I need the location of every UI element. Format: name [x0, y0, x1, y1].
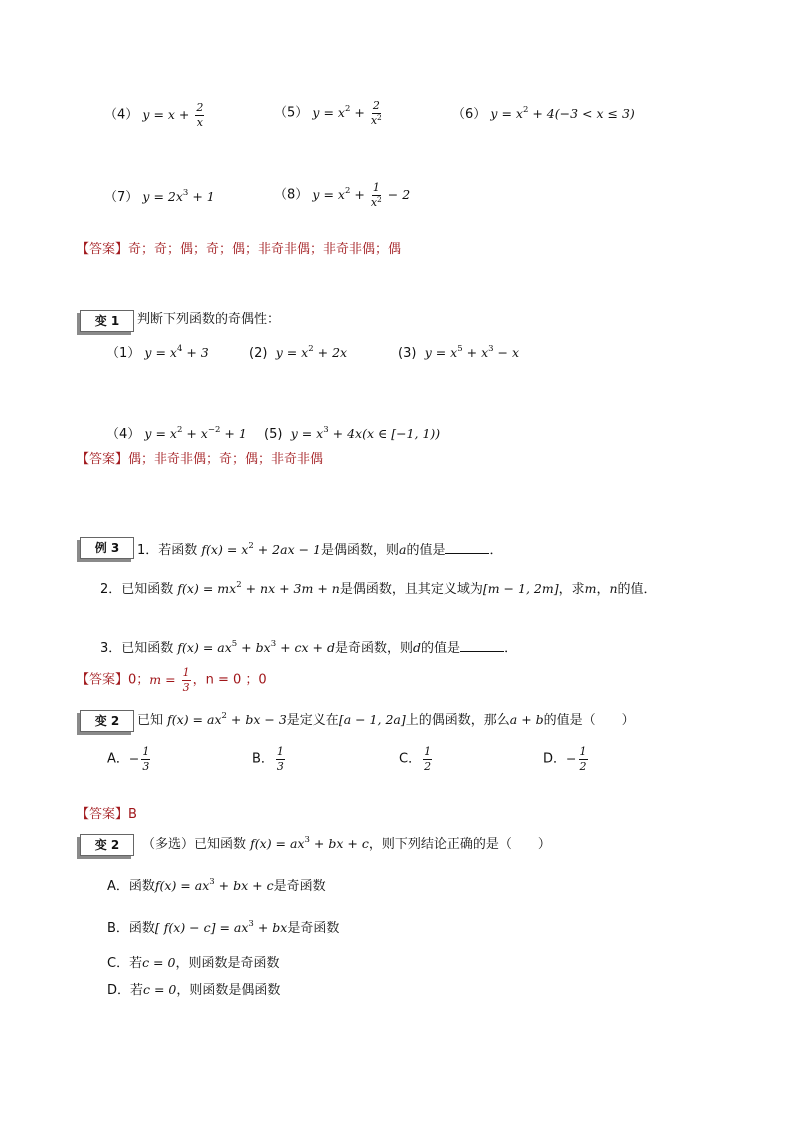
answer-blank: [445, 541, 489, 554]
question-text: 的值是: [406, 543, 446, 558]
problem-number: （1）: [106, 346, 141, 361]
problem-number: （5）: [274, 105, 309, 121]
tag-label: 例 3: [94, 541, 120, 555]
formula: c = 0: [143, 982, 177, 997]
option-text: C．若: [107, 956, 143, 971]
problem-number: （4）: [106, 427, 141, 442]
variation-title: 判断下列函数的奇偶性：: [137, 312, 281, 327]
tag-label: 变 2: [94, 714, 120, 728]
question-text: 已知: [137, 713, 164, 728]
question-text: 的值是（ ）: [543, 713, 635, 728]
option-value: $\frac{1}{3}$: [276, 745, 284, 773]
tag-label: 变 2: [94, 838, 120, 852]
option-text: 是奇函数: [273, 879, 326, 894]
answer-var1: 【答案】偶；非奇非偶；奇；偶；非奇非偶: [76, 452, 324, 467]
variable: a: [399, 542, 407, 557]
tag-label: 变 1: [94, 314, 120, 328]
variation-tag: [80, 834, 134, 856]
option-value: − $\frac{1}{3}$: [128, 745, 150, 773]
example-tag: [80, 537, 134, 559]
option-c[interactable]: [399, 746, 434, 772]
variation-tag: [80, 710, 134, 732]
ex3-question-1: [137, 541, 503, 557]
var1-problem-5: [264, 425, 441, 442]
option-d[interactable]: [107, 984, 280, 997]
problem-number: （4）: [104, 107, 139, 123]
formula: $f(x) = ax^5 + bx^3$ + cx + d: [177, 639, 336, 655]
var1-problem-3: [398, 344, 520, 361]
option-text: ，则函数是奇函数: [175, 956, 280, 971]
formula: [ $f(x) - c] = ax^3$ + bx: [154, 919, 288, 935]
var1-problem-2: [249, 344, 348, 361]
question-text: 的值．: [617, 582, 657, 597]
question-text: 是奇函数，则: [335, 641, 414, 656]
answer-1: 【答案】奇；奇；偶；奇；偶；非奇非偶；非奇非偶；偶: [76, 242, 402, 257]
comma: ，: [596, 582, 610, 597]
question-text: 是偶函数，且其定义域为: [339, 582, 483, 597]
answer-var2a: 【答案】B: [76, 807, 137, 822]
option-label: C．: [399, 751, 422, 767]
problem-number: (5): [264, 427, 283, 442]
option-label: A．: [107, 751, 129, 767]
domain-text: (−3 < x ≤ 3): [554, 106, 635, 121]
answer-label: 【答案】: [76, 672, 129, 688]
option-text: ，则函数是偶函数: [176, 983, 281, 998]
problem-number: （8）: [274, 187, 309, 203]
formula: $y = x^2 + x^{-2} + 1$: [144, 425, 247, 441]
variation-tag: [80, 310, 134, 332]
formula: $y = x^4 + 3$: [144, 344, 209, 360]
answer-ex3: [76, 667, 267, 693]
question-text: 3．已知函数: [100, 641, 174, 656]
formula: a + b: [509, 712, 544, 727]
formula: c = 0: [142, 955, 176, 970]
option-b[interactable]: [107, 919, 340, 936]
interval: [a − 1, 2a]: [338, 712, 406, 727]
question-text: ，求: [558, 582, 585, 597]
question-text: 的值是: [421, 641, 461, 656]
problem-5: [274, 100, 384, 126]
variable: m: [584, 581, 597, 596]
ex3-question-3: [100, 639, 517, 655]
period: ．: [489, 543, 503, 558]
problem-number: (2): [249, 346, 268, 361]
formula: $y = x^5 + x^3 - x$: [424, 344, 520, 360]
option-a[interactable]: [107, 746, 152, 772]
variable: n: [609, 581, 618, 596]
problem-number: （6）: [452, 107, 487, 122]
formula: $y = 2x^3 + 1$: [142, 188, 215, 204]
option-text: A．函数: [107, 879, 155, 894]
problem-6: [452, 105, 635, 122]
formula: y = x + $\frac{2}{x}$: [142, 101, 204, 129]
var2a-question: [137, 711, 635, 728]
formula: $y = x^2$ + $\frac{1}{x^2}$ − 2: [312, 181, 411, 209]
option-text: B．函数: [107, 921, 155, 936]
formula: $f(x) = ax^2$ + bx − 3: [167, 711, 287, 727]
formula: $f(x) = ax^3$ + bx + c: [250, 835, 369, 851]
option-b[interactable]: [252, 746, 287, 772]
formula: $y = x^2$ + $\frac{2}{x^2}$: [312, 99, 382, 127]
interval: [m − 1, 2m]: [482, 581, 559, 596]
option-text: D．若: [107, 983, 144, 998]
question-text: 是偶函数，则: [321, 543, 400, 558]
ex3-question-2: [100, 580, 657, 597]
option-text: 是奇函数: [287, 921, 340, 936]
question-text: ，则下列结论正确的是（ ）: [368, 837, 551, 852]
option-label: B．: [252, 751, 274, 767]
option-value: − $\frac{1}{2}$: [566, 745, 587, 773]
problem-number: (3): [398, 346, 417, 361]
problem-8: [274, 182, 410, 208]
option-d[interactable]: [543, 746, 590, 772]
option-a[interactable]: [107, 877, 326, 894]
answer-formula: m = $\frac{1}{3}$: [149, 666, 190, 694]
formula: $y = x^2 + 2x$: [275, 344, 348, 360]
question-text: 是定义在: [286, 713, 339, 728]
var1-problem-1: [106, 344, 209, 361]
formula: $y = x^2 + 4(-3 < x \le 3)$: [490, 105, 635, 121]
var2b-question: [142, 835, 551, 852]
answer-part: 0；: [128, 672, 150, 688]
option-value: $\frac{1}{2}$: [424, 745, 432, 773]
problem-7: [104, 188, 215, 205]
period: ．: [504, 641, 518, 656]
formula: $y = x^3 + 4x(x$ ∈ [−1, 1)): [290, 425, 441, 441]
question-text: （多选）已知函数: [142, 837, 247, 852]
answer-blank: [460, 639, 504, 652]
problem-4: [104, 102, 206, 128]
problem-number: （7）: [104, 190, 139, 205]
formula: $f(x) = mx^2$ + nx + 3m + n: [177, 580, 340, 596]
var1-problem-4: [106, 425, 247, 442]
option-c[interactable]: [107, 957, 279, 970]
option-label: D．: [543, 751, 567, 767]
question-text: 2．已知函数: [100, 582, 174, 597]
variable: d: [413, 640, 422, 655]
answer-part: ，: [192, 672, 206, 688]
formula: $f(x) = x^2 + 2ax - 1$: [201, 541, 321, 557]
question-text: 1．若函数: [137, 543, 198, 558]
answer-part: n = 0 ；0: [205, 672, 267, 688]
formula: $f(x) = ax^3$ + bx + c: [154, 877, 274, 893]
question-text: 上的偶函数，那么: [405, 713, 510, 728]
